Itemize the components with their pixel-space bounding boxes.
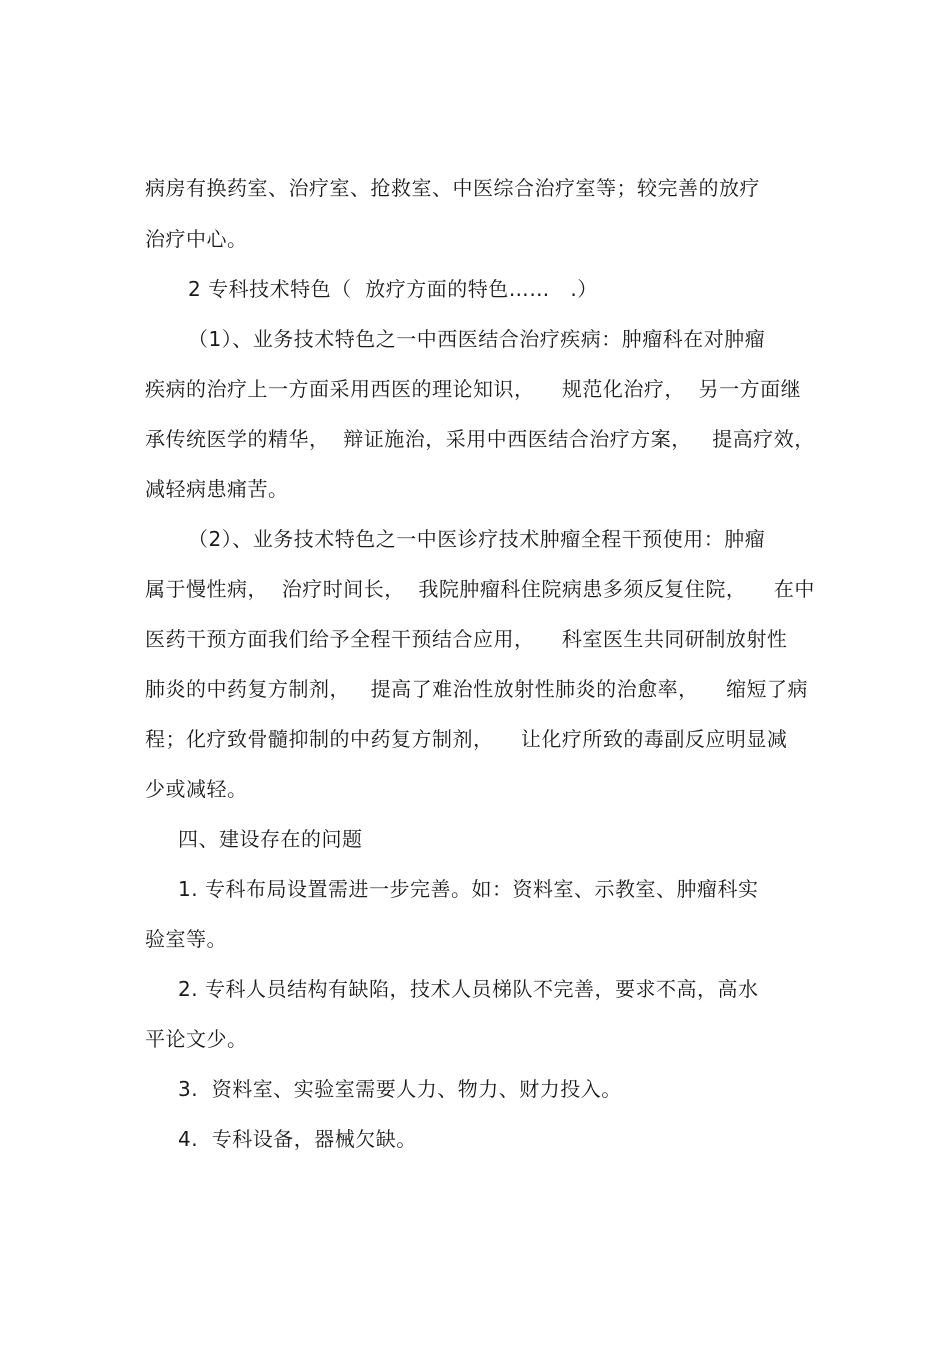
section-heading: 四、建设存在的问题: [178, 827, 363, 851]
paragraph-line: 医药干预方面我们给予全程干预结合应用， 科室医生共同研制放射性: [145, 627, 788, 651]
paragraph-line: 属于慢性病， 治疗时间长， 我院肿瘤科住院病患多须反复住院， 在中: [145, 577, 815, 601]
list-item-line: 平论文少。: [145, 1027, 248, 1051]
paragraph-line: 肺炎的中药复方制剂， 提高了难治性放射性肺炎的治愈率， 缩短了病: [145, 677, 809, 701]
paragraph-line: （1）、业务技术特色之一中西医结合治疗疾病：肿瘤科在对肿瘤: [188, 327, 766, 351]
list-item-line: 验室等。: [145, 927, 227, 951]
paragraph-line: （2）、业务技术特色之一中医诊疗技术肿瘤全程干预使用：肿瘤: [188, 527, 766, 551]
paragraph-line: 疾病的治疗上一方面采用西医的理论知识， 规范化治疗， 另一方面继: [145, 377, 802, 401]
list-item-line: 3. 资料室、实验室需要人力、物力、财力投入。: [178, 1077, 622, 1101]
paragraph-line: 减轻病患痛苦。: [145, 477, 289, 501]
paragraph-line: 程；化疗致骨髓抑制的中药复方制剂， 让化疗所致的毒副反应明显减: [145, 727, 788, 751]
paragraph-line: 少或减轻。: [145, 777, 248, 801]
list-item-line: 2. 专科人员结构有缺陷，技术人员梯队不完善，要求不高，高水: [178, 977, 759, 1001]
paragraph-line: 承传统医学的精华， 辩证施治，采用中西医结合治疗方案， 提高疗效，: [145, 427, 815, 451]
paragraph-line: 病房有换药室、治疗室、抢救室、中医综合治疗室等；较完善的放疗: [145, 176, 760, 200]
list-item-line: 1. 专科布局设置需进一步完善。如：资料室、示教室、肿瘤科实: [178, 877, 759, 901]
section-heading: 2 专科技术特色（ 放疗方面的特色…… .）: [188, 277, 598, 301]
list-item-line: 4. 专科设备，器械欠缺。: [178, 1127, 417, 1151]
paragraph-line: 治疗中心。: [145, 227, 248, 251]
